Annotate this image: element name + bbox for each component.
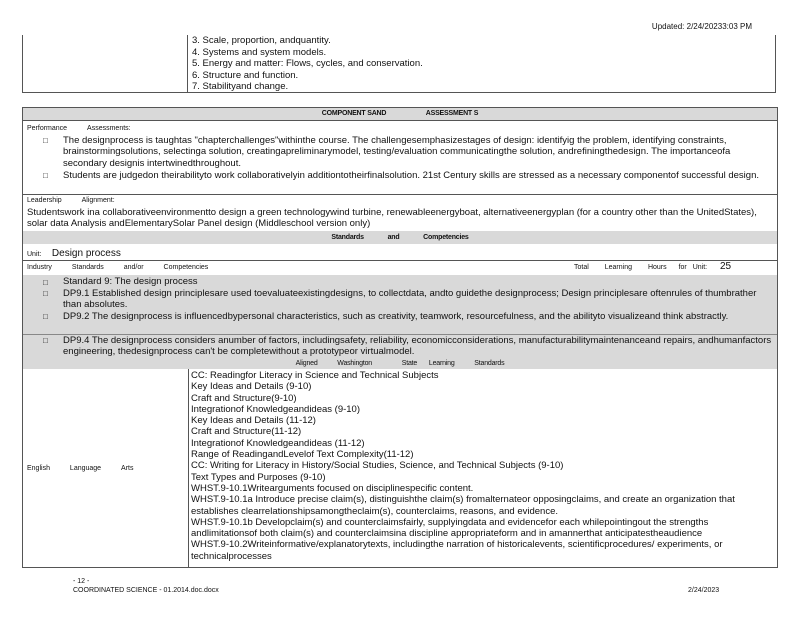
standard-item: DP9.4 The designprocess considers anumber of factors, includingsafety, reliability, economicconsiderations, manufacturabilitymaintenanceand repairs, andhumanfactors engineering, thedesignprocess can't be completewithout a prototypeor virtualmodel. xyxy=(63,335,772,358)
components-header xyxy=(23,108,777,121)
ccss-line: Key Ideas and Details (11-12) xyxy=(191,415,316,427)
footer-document-name: COORDINATED SCIENCE - 01.2014.doc.docx xyxy=(73,587,219,594)
performance-label: Performance Assessments: xyxy=(27,125,131,132)
ccss-line: CC: Writing for Literacy in History/Social Studies, Science, and Technical Subjects (9-10) xyxy=(191,460,564,472)
list-item: 5. Energy and matter: Flows, cycles, and conservation. xyxy=(192,58,423,69)
unit-name: Design process xyxy=(51,248,121,259)
standards-header: Standards and Competencies xyxy=(23,231,777,244)
top-table-list-cell xyxy=(187,35,776,93)
ccss-line: Key Ideas and Details (9-10) xyxy=(191,381,312,393)
list-item: 4. Systems and system models. xyxy=(192,46,327,58)
divider xyxy=(23,260,777,261)
performance-bullet: The designprocess is taughtas "chapterchallenges"withinthe course. The challengesemphasizestages of design: identifyig the problem, identifying constraints, brainstormingsolutions, selectinga solution, creatingapreliminarymodel, testing/evaluation communicatingthe solution, andrefiningthedesign. The importanceofa secondary designis intertwinedthroughout. xyxy=(63,135,731,169)
leadership-text: Studentswork ina collaborativeenvironmentto design a green technologywind turbine, renewableenergyboat, alternativeenergyplan (for a country other than the UnitedStates), solar data Analysis andElementarySolar Panel design (Middleschool version only) xyxy=(27,207,757,230)
list-item: 6. Structure and function. xyxy=(192,69,299,81)
components-header-title: COMPONENT SAND xyxy=(321,110,387,117)
ccss-line: WHST.9-10.1Writearguments focused on disciplinespecific content. xyxy=(191,482,474,494)
footer-page-number: - 12 - xyxy=(73,578,90,585)
bullet-icon: □ xyxy=(43,136,48,145)
ccss-line: Craft and Structure(11-12) xyxy=(191,426,302,438)
ela-label: English Language Arts xyxy=(27,465,134,472)
standard-item: DP9.2 The designprocess is influencedbypersonal characteristics, such as creativity, teamwork, resourcefulness, and the abilityto visualizeand think abstractly. xyxy=(63,311,729,322)
total-hours-label: Total Learning Hours for Unit: xyxy=(574,264,708,271)
ccss-list xyxy=(191,370,758,562)
assessments-header-title: ASSESSMENT S xyxy=(425,110,479,117)
divider xyxy=(23,194,777,195)
top-table-left-cell xyxy=(22,35,187,93)
bullet-icon: □ xyxy=(43,278,48,287)
bullet-icon: □ xyxy=(43,336,48,345)
components-table xyxy=(22,107,778,568)
bullet-icon: □ xyxy=(43,171,48,180)
standard-item: DP9.1 Established design principlesare used toevaluateexistingdesigns, to collectdata, andto guidethe designprocess; Design principlesare oftenrules of thumbrather than absolutes. xyxy=(63,288,757,311)
bullet-icon: □ xyxy=(43,312,48,321)
ccss-line: CC: Readingfor Literacy in Science and Technical Subjects xyxy=(191,370,439,381)
unit-row xyxy=(27,248,121,259)
ccss-line: Craft and Structure(9-10) xyxy=(191,392,297,404)
ccss-line: WHST.9-10.1a Introduce precise claim(s), distinguishthe claim(s) fromalternateor opposingclaims, and create an organization that establishes clearrelationshipsamongtheclaim(s), counterclaims, reasons, and evidence. xyxy=(191,494,735,517)
aligned-standards-header: Aligned Washington State Learning Standards xyxy=(23,358,777,369)
footer-date: 2/24/2023 xyxy=(688,587,720,594)
unit-label: Unit: xyxy=(27,251,42,258)
bullet-icon: □ xyxy=(43,289,48,298)
ccss-line: Range of ReadingandLevelof Text Complexity(11-12) xyxy=(191,449,414,461)
ccss-line: Text Types and Purposes (9-10) xyxy=(191,471,326,483)
ccss-line: WHST.9-10.1b Developclaim(s) and counterclaimsfairly, supplyingdata and evidencefor each whilepointingout the strengths andlimitationsof both claim(s) and counterclaimsina discipline appropriateform and in amannerthat anticipatestheaudience xyxy=(191,516,709,540)
list-item: 3. Scale, proportion, andquantity. xyxy=(192,35,331,46)
industry-standards-label: Industry Standards and/or Competencies xyxy=(27,264,209,271)
ccss-line: Integrationof Knowledgeandideas (9-10) xyxy=(191,403,361,415)
list-item: 7. Stabilityand change. xyxy=(192,81,289,92)
performance-bullet: Students are judgedon theirabilityto work collaborativelyin additiontotheirfinalsolution. 21st Century skills are stressed as a necessary componentof successful design. xyxy=(63,170,759,181)
standard-item: Standard 9: The design process xyxy=(63,276,198,287)
ccss-line: WHST.9-10.2Writeinformative/explanatorytexts, includingthe narration of historicalevents, scientificprocedures/ experiments, or technicalprocesses xyxy=(191,539,723,562)
updated-timestamp: Updated: 2/24/20233:03 PM xyxy=(651,22,752,31)
leadership-label: Leadership Alignment: xyxy=(27,197,115,204)
column-divider xyxy=(188,369,189,567)
ccss-line: Integrationof Knowledgeandideas (11-12) xyxy=(191,437,365,449)
total-hours-value: 25 xyxy=(720,261,732,272)
